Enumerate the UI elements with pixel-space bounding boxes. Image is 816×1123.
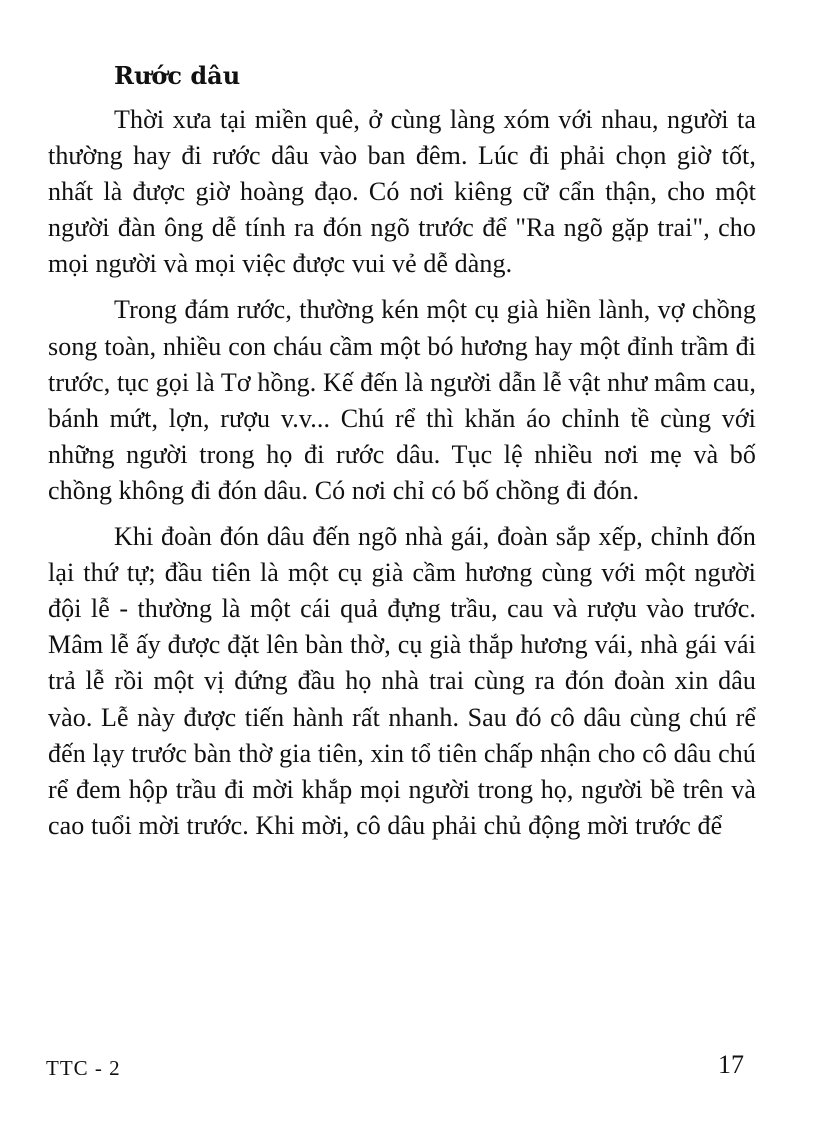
footer-signature: TTC - 2 — [46, 1056, 121, 1080]
paragraph: Trong đám rước, thường kén một cụ già hiền lành, vợ chồng song toàn, nhiều con cháu cầm một bó hương hay một đỉnh trầm đi trước, tục gọi là Tơ hồng. Kế đến là người dẫn lễ vật như mâm cau, bánh mứt, lợn, rượu v.v... Chú rể thì khăn áo chỉnh tề cùng với những người trong họ đi rước dâu. Tục lệ nhiều nơi mẹ và bố chồng không đi đón dâu. Có nơi chỉ có bố chồng đi đón. — [48, 295, 756, 505]
body-text — [48, 102, 756, 854]
section-heading: Rước dâu — [114, 61, 241, 90]
page-number: 17 — [718, 1050, 744, 1079]
paragraph: Thời xưa tại miền quê, ở cùng làng xóm với nhau, người ta thường hay đi rước dâu vào ban đêm. Lúc đi phải chọn giờ tốt, nhất là được giờ hoàng đạo. Có nơi kiêng cữ cẩn thận, cho một người đàn ông dễ tính ra đón ngõ trước để "Ra ngõ gặp trai", cho mọi người và mọi việc được vui vẻ dễ dàng. — [48, 105, 756, 279]
paragraph: Khi đoàn đón dâu đến ngõ nhà gái, đoàn sắp xếp, chỉnh đốn lại thứ tự; đầu tiên là một cụ già cầm hương cùng với một người đội lễ - thường là một cái quả đựng trầu, cau và rượu vào trước. Mâm lễ ấy được đặt lên bàn thờ, cụ già thắp hương vái, nhà gái vái trả lễ rồi một vị đứng đầu họ nhà trai cùng ra đón đoàn xin dâu vào. Lễ này được tiến hành rất nhanh. Sau đó cô dâu cùng chú rể đến lạy trước bàn thờ gia tiên, xin tổ tiên chấp nhận cho cô dâu chú rể đem hộp trầu đi mời khắp mọi người trong họ, người bề trên và cao tuổi mời trước. Khi mời, cô dâu phải chủ động mời trước để — [48, 522, 756, 840]
